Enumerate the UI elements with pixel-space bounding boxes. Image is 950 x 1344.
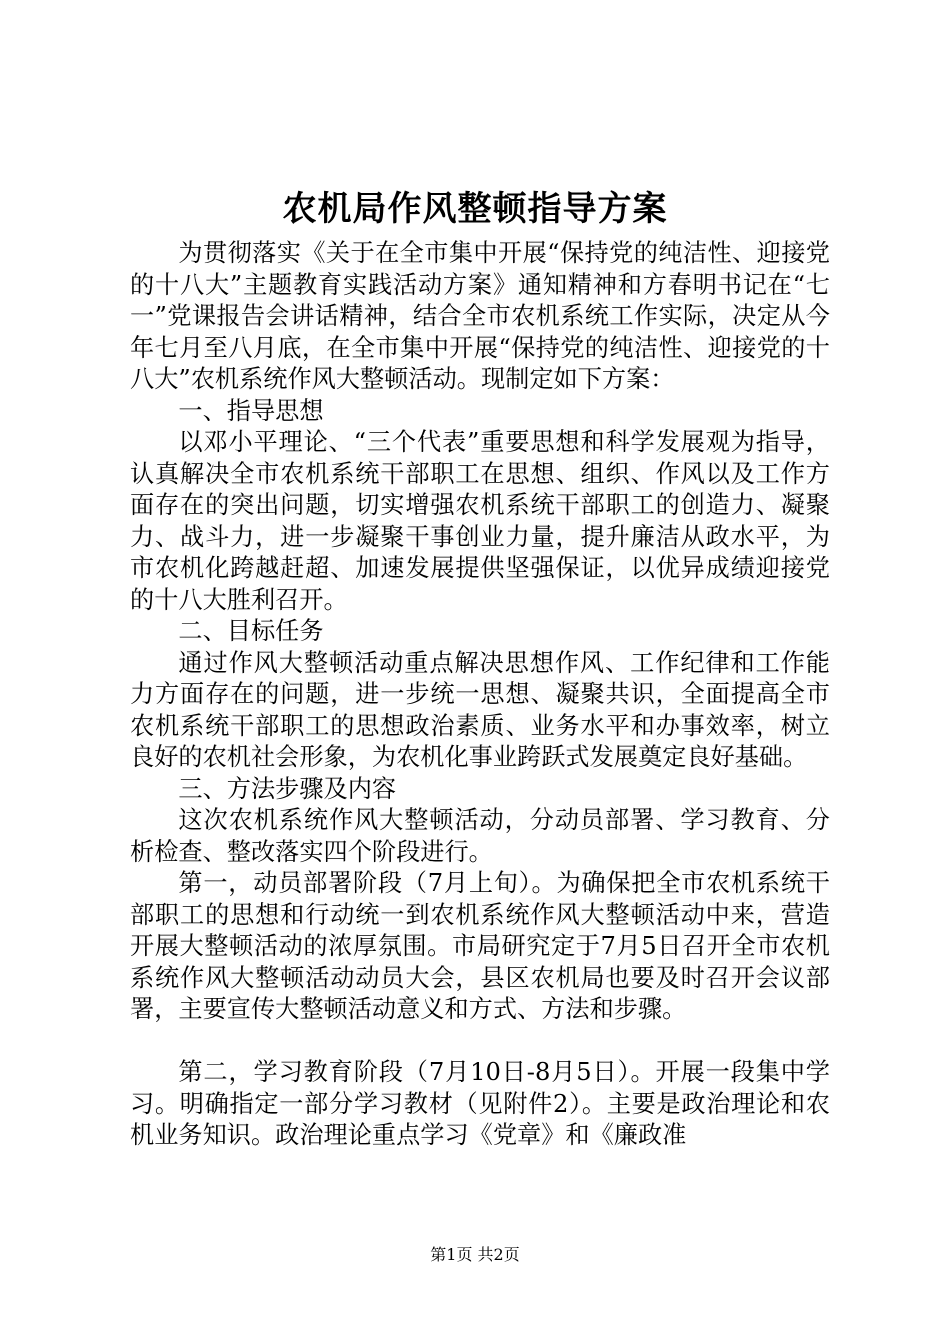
- paragraph-stage-two: 第二，学习教育阶段（7月10日-8月5日）。开展一段集中学习。明确指定一部分学习教材（见附件2）。主要是政治理论和农机业务知识。政治理论重点学习《党章》和《廉政准: [130, 1058, 830, 1149]
- paragraph-spacer: [130, 1026, 830, 1058]
- section-heading-methods: 三、方法步骤及内容: [178, 774, 397, 803]
- paragraph-intro: 为贯彻落实《关于在全市集中开展“保持党的纯洁性、迎接党的十八大”主题教育实践活动方案》通知精神和方春明书记在“七一”党课报告会讲话精神，结合全市农机系统工作实际，决定从今年七月至八月底，在全市集中开展“保持党的纯洁性、迎接党的十八大”农机系统作风大整顿活动。现制定如下方案：: [130, 239, 830, 393]
- section-heading-guiding-ideology: 一、指导思想: [178, 396, 324, 425]
- paragraph-objectives: 通过作风大整顿活动重点解决思想作风、工作纪律和工作能力方面存在的问题，进一步统一思想、凝聚共识，全面提高全市农机系统干部职工的思想政治素质、业务水平和办事效率，树立良好的农机社会形象，为农机化事业跨跃式发展奠定良好基础。: [130, 648, 830, 771]
- paragraph-stage-one: 第一，动员部署阶段（7月上旬）。为确保把全市农机系统干部职工的思想和行动统一到农机系统作风大整顿活动中来，营造开展大整顿活动的浓厚氛围。市局研究定于7月5日召开全市农机系统作风大整顿活动动员大会，县区农机局也要及时召开会议部署，主要宣传大整顿活动意义和方式、方法和步骤。: [130, 869, 830, 1023]
- paragraph-guiding-ideology: 以邓小平理论、“三个代表”重要思想和科学发展观为指导，认真解决全市农机系统干部职工在思想、组织、作风以及工作方面存在的突出问题，切实增强农机系统干部职工的创造力、凝聚力、战斗力，进一步凝聚干事创业力量，提升廉洁从政水平，为市农机化跨越赶超、加速发展提供坚强保证，以优异成绩迎接党的十八大胜利召开。: [130, 428, 830, 614]
- page-footer: 第1页 共2页: [430, 1245, 520, 1264]
- section-heading-objectives: 二、目标任务: [178, 617, 324, 645]
- document-body: [130, 238, 830, 1152]
- paragraph-methods-overview: 这次农机系统作风大整顿活动，分动员部署、学习教育、分析检查、整改落实四个阶段进行。: [130, 806, 830, 866]
- document-title: 农机局作风整顿指导方案: [282, 189, 668, 229]
